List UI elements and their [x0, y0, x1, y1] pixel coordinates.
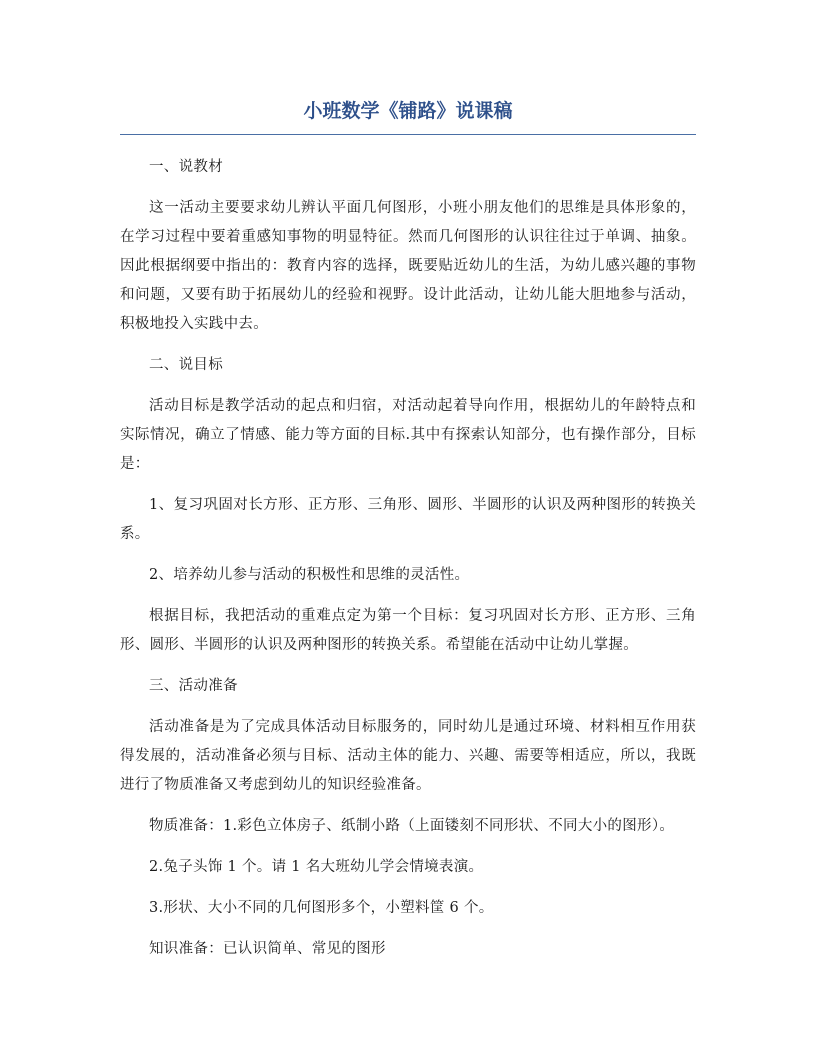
- paragraph-goal-2: 2、培养幼儿参与活动的积极性和思维的灵活性。: [149, 567, 470, 583]
- document-title: 小班数学《铺路》说课稿: [303, 100, 513, 122]
- paragraph-material-3: 3.形状、大小不同的几何图形多个，小塑料筐 6 个。: [149, 900, 494, 916]
- paragraph-material-2: 2.兔子头饰 1 个。请 1 名大班幼儿学会情境表演。: [149, 859, 484, 875]
- paragraph-key-difficulty: 根据目标，我把活动的重难点定为第一个目标：复习巩固对长方形、正方形、三角形、圆形、半圆形的认识及两种图形的转换关系。希望能在活动中让幼儿掌握。: [120, 608, 696, 653]
- paragraph-knowledge-prep: 知识准备：已认识简单、常见的图形: [149, 941, 386, 957]
- section-heading-preparation: 三、活动准备: [149, 678, 238, 694]
- section-heading-goals: 二、说目标: [149, 357, 223, 373]
- paragraph-textbook: 这一活动主要要求幼儿辨认平面几何图形，小班小朋友他们的思维是具体形象的，在学习过程中要着重感知事物的明显特征。然而几何图形的认识往往过于单调、抽象。因此根据纲要中指出的：教育内容的选择，既要贴近幼儿的生活，为幼儿感兴趣的事物和问题，又要有助于拓展幼儿的经验和视野。设计此活动，让幼儿能大胆地参与活动，积极地投入实践中去。: [120, 200, 696, 332]
- paragraph-goal-1: 1、复习巩固对长方形、正方形、三角形、圆形、半圆形的认识及两种图形的转换关系。: [120, 497, 696, 542]
- document-page: [120, 96, 696, 976]
- title-underline: [120, 134, 696, 135]
- paragraph-material-1: 物质准备：1.彩色立体房子、纸制小路（上面镂刻不同形状、不同大小的图形）。: [149, 818, 675, 834]
- section-heading-textbook: 一、说教材: [149, 159, 223, 175]
- paragraph-preparation-intro: 活动准备是为了完成具体活动目标服务的，同时幼儿是通过环境、材料相互作用获得发展的，活动准备必须与目标、活动主体的能力、兴趣、需要等相适应，所以，我既进行了物质准备又考虑到幼儿的知识经验准备。: [120, 719, 696, 793]
- paragraph-goals-intro: 活动目标是教学活动的起点和归宿，对活动起着导向作用，根据幼儿的年龄特点和实际情况，确立了情感、能力等方面的目标.其中有探索认知部分，也有操作部分，目标是：: [120, 398, 696, 472]
